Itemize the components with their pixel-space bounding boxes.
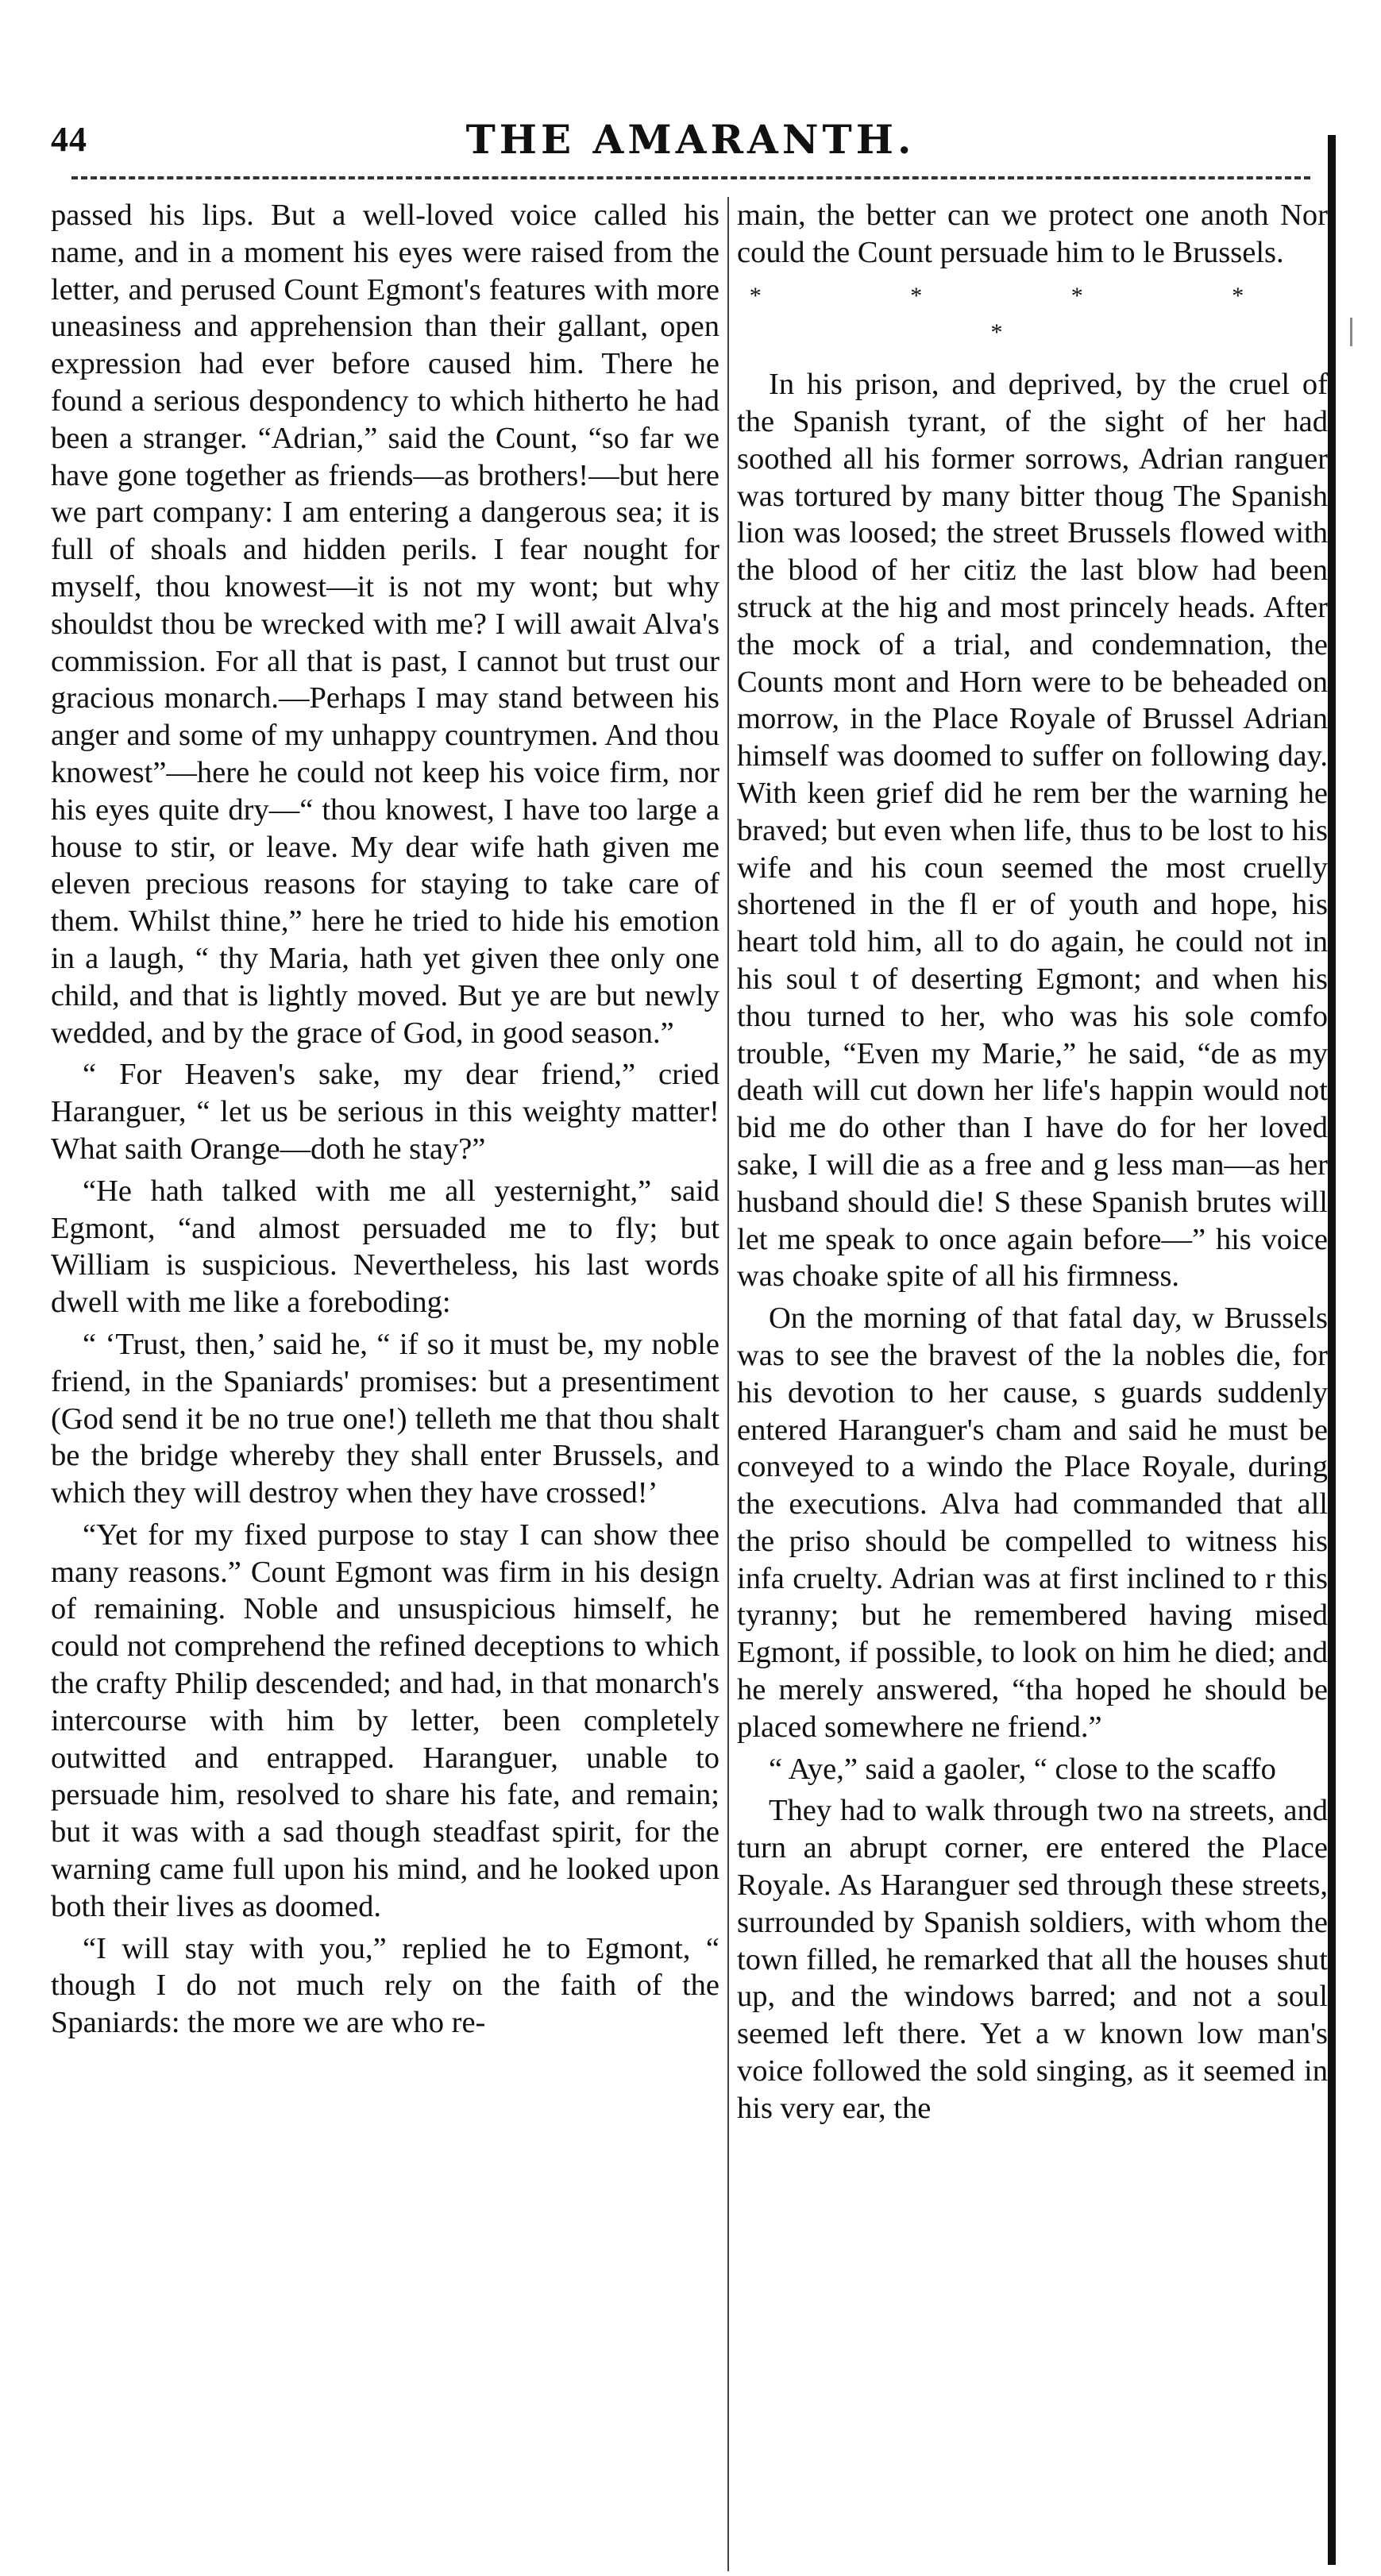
paragraph: passed his lips. But a well-loved voice called his name, and in a moment his eyes were raised from the letter, and perused Count Egmont's features with more uneasiness and apprehension than their gallant, open expression had ever before caused him. There he found a serious despondency to which hitherto he had been a stranger. “Adrian,” said the Count, “so far we have gone together as friends—as brothers!—but here we part company: I am entering a dangerous sea; it is full of shoals and hidden perils. I fear nought for myself, thou knowest—it is not my wont; but why shouldst thou be wrecked with me? I will await Alva's commission. For all that is past, I cannot but trust our gracious monarch.—Perhaps I may stand between his anger and some of my unhappy countrymen. And thou knowest”—here he could not keep his voice firm, nor his eyes quite dry—“ thou knowest, I have too large a house to stir, or leave. My dear wife hath given me eleven precious reasons for staying to take care of them. Whilst thine,” here he tried to hide his emotion in a laugh, “ thy Maria, hath yet given thee only one child, and that is lightly moved. But ye are but newly wedded, and by the grace of God, in good season.” xyxy=(51,199,719,1050)
paragraph: On the morning of that fatal day, w Brussels was to see the bravest of the la nobles die, for his devotion to her cause, s guards suddenly entered Haranguer's cham and said he must be conveyed to a windo the Place Royale, during the executions. Alva had commanded that all the priso should be compelled to witness his infa cruelty. Adrian was at first inclined to r this tyranny; but he remembered having mised Egmont, if possible, to look on him he died; and he merely answered, “tha hoped he should be placed somewhere ne friend.” xyxy=(737,1301,1328,1744)
header-rule xyxy=(71,176,1310,179)
paragraph: “ Aye,” said a gaoler, “ close to the scaffo xyxy=(769,1752,1276,1786)
paragraph: They had to walk through two na streets, and turn an abrupt corner, ere entered the Place Royale. As Haranguer sed through these streets, surrounded by Spanish soldiers, with whom the town filled, he remarked that all the houses shut up, and the windows barred; and not a soul seemed left there. Yet a w known low man's voice followed the sold singing, as it seemed in his very ear, the xyxy=(737,1794,1328,2125)
right-column xyxy=(737,197,1328,2571)
paragraph: “ For Heaven's sake, my dear friend,” cried Haranguer, “ let us be serious in this weighty matter! What saith Orange—doth he stay?” xyxy=(51,1058,719,1166)
column-divider xyxy=(727,197,729,2571)
page-number: 44 xyxy=(51,120,87,159)
running-title: THE AMARANTH. xyxy=(465,116,916,163)
paragraph: “ ‘Trust, then,’ said he, “ if so it must be, my noble friend, in the Spaniards' promises: but a presentiment (God send it be no true one!) telleth me that thou shalt be the bridge whereby they shall enter Brussels, and which they will destroy when they have crossed!’ xyxy=(51,1327,719,1510)
binding-edge-shadow xyxy=(1328,135,1336,2565)
paragraph: main, the better can we protect one anoth Nor could the Count persuade him to le Brussels. xyxy=(737,199,1328,269)
margin-mark xyxy=(1350,318,1352,346)
paragraph: In his prison, and deprived, by the cruel of the Spanish tyrant, of the sight of her had soothed all his former sorrows, Adrian ranguer was tortured by many bitter thoug The Spanish lion was loosed; the street Brussels flowed with the blood of her citiz the last blow had been struck at the hig and most princely heads. After the mock of a trial, and condemnation, the Counts mont and Horn were to be beheaded on morrow, in the Place Royale of Brussel Adrian himself was doomed to suffer on following day. With keen grief did he rem ber the warning he braved; but even when life, thus to be lost to his wife and his coun seemed the most cruelly shortened in the fl er of youth and hope, his heart told him, all to do again, he could not in his soul t of deserting Egmont; and when his thou turned to her, who was his sole comfo trouble, “Even my Marie,” he said, “de as my death will cut down her life's happin would not bid me do other than I have do for her loved sake, I will die as a free and g less man—as her husband should die! S these Spanish brutes will let me speak to once again before—” his voice was choake spite of all his firmness. xyxy=(737,368,1328,1294)
left-column xyxy=(51,197,719,2571)
paragraph: “I will stay with you,” replied he to Egmont, “ though I do not much rely on the faith of the Spaniards: the more we are who re- xyxy=(51,1931,719,2040)
paragraph: “He hath talked with me all yesternight,” said Egmont, “and almost persuaded me to fly; but William is suspicious. Nevertheless, his last words dwell with me like a foreboding: xyxy=(51,1174,719,1320)
paragraph: “Yet for my fixed purpose to stay I can show thee many reasons.” Count Egmont was firm in his design of remaining. Noble and unsuspicious himself, he could not comprehend the refined deceptions to which the crafty Philip descended; and had, in that monarch's intercourse with him by letter, been completely outwitted and entrapped. Haranguer, unable to persuade him, resolved to share his fate, and remain; but it was with a sad though steadfast spirit, for the warning came full upon his mind, and he looked upon both their lives as doomed. xyxy=(51,1517,719,1923)
section-break: * * * * * xyxy=(749,282,1316,346)
